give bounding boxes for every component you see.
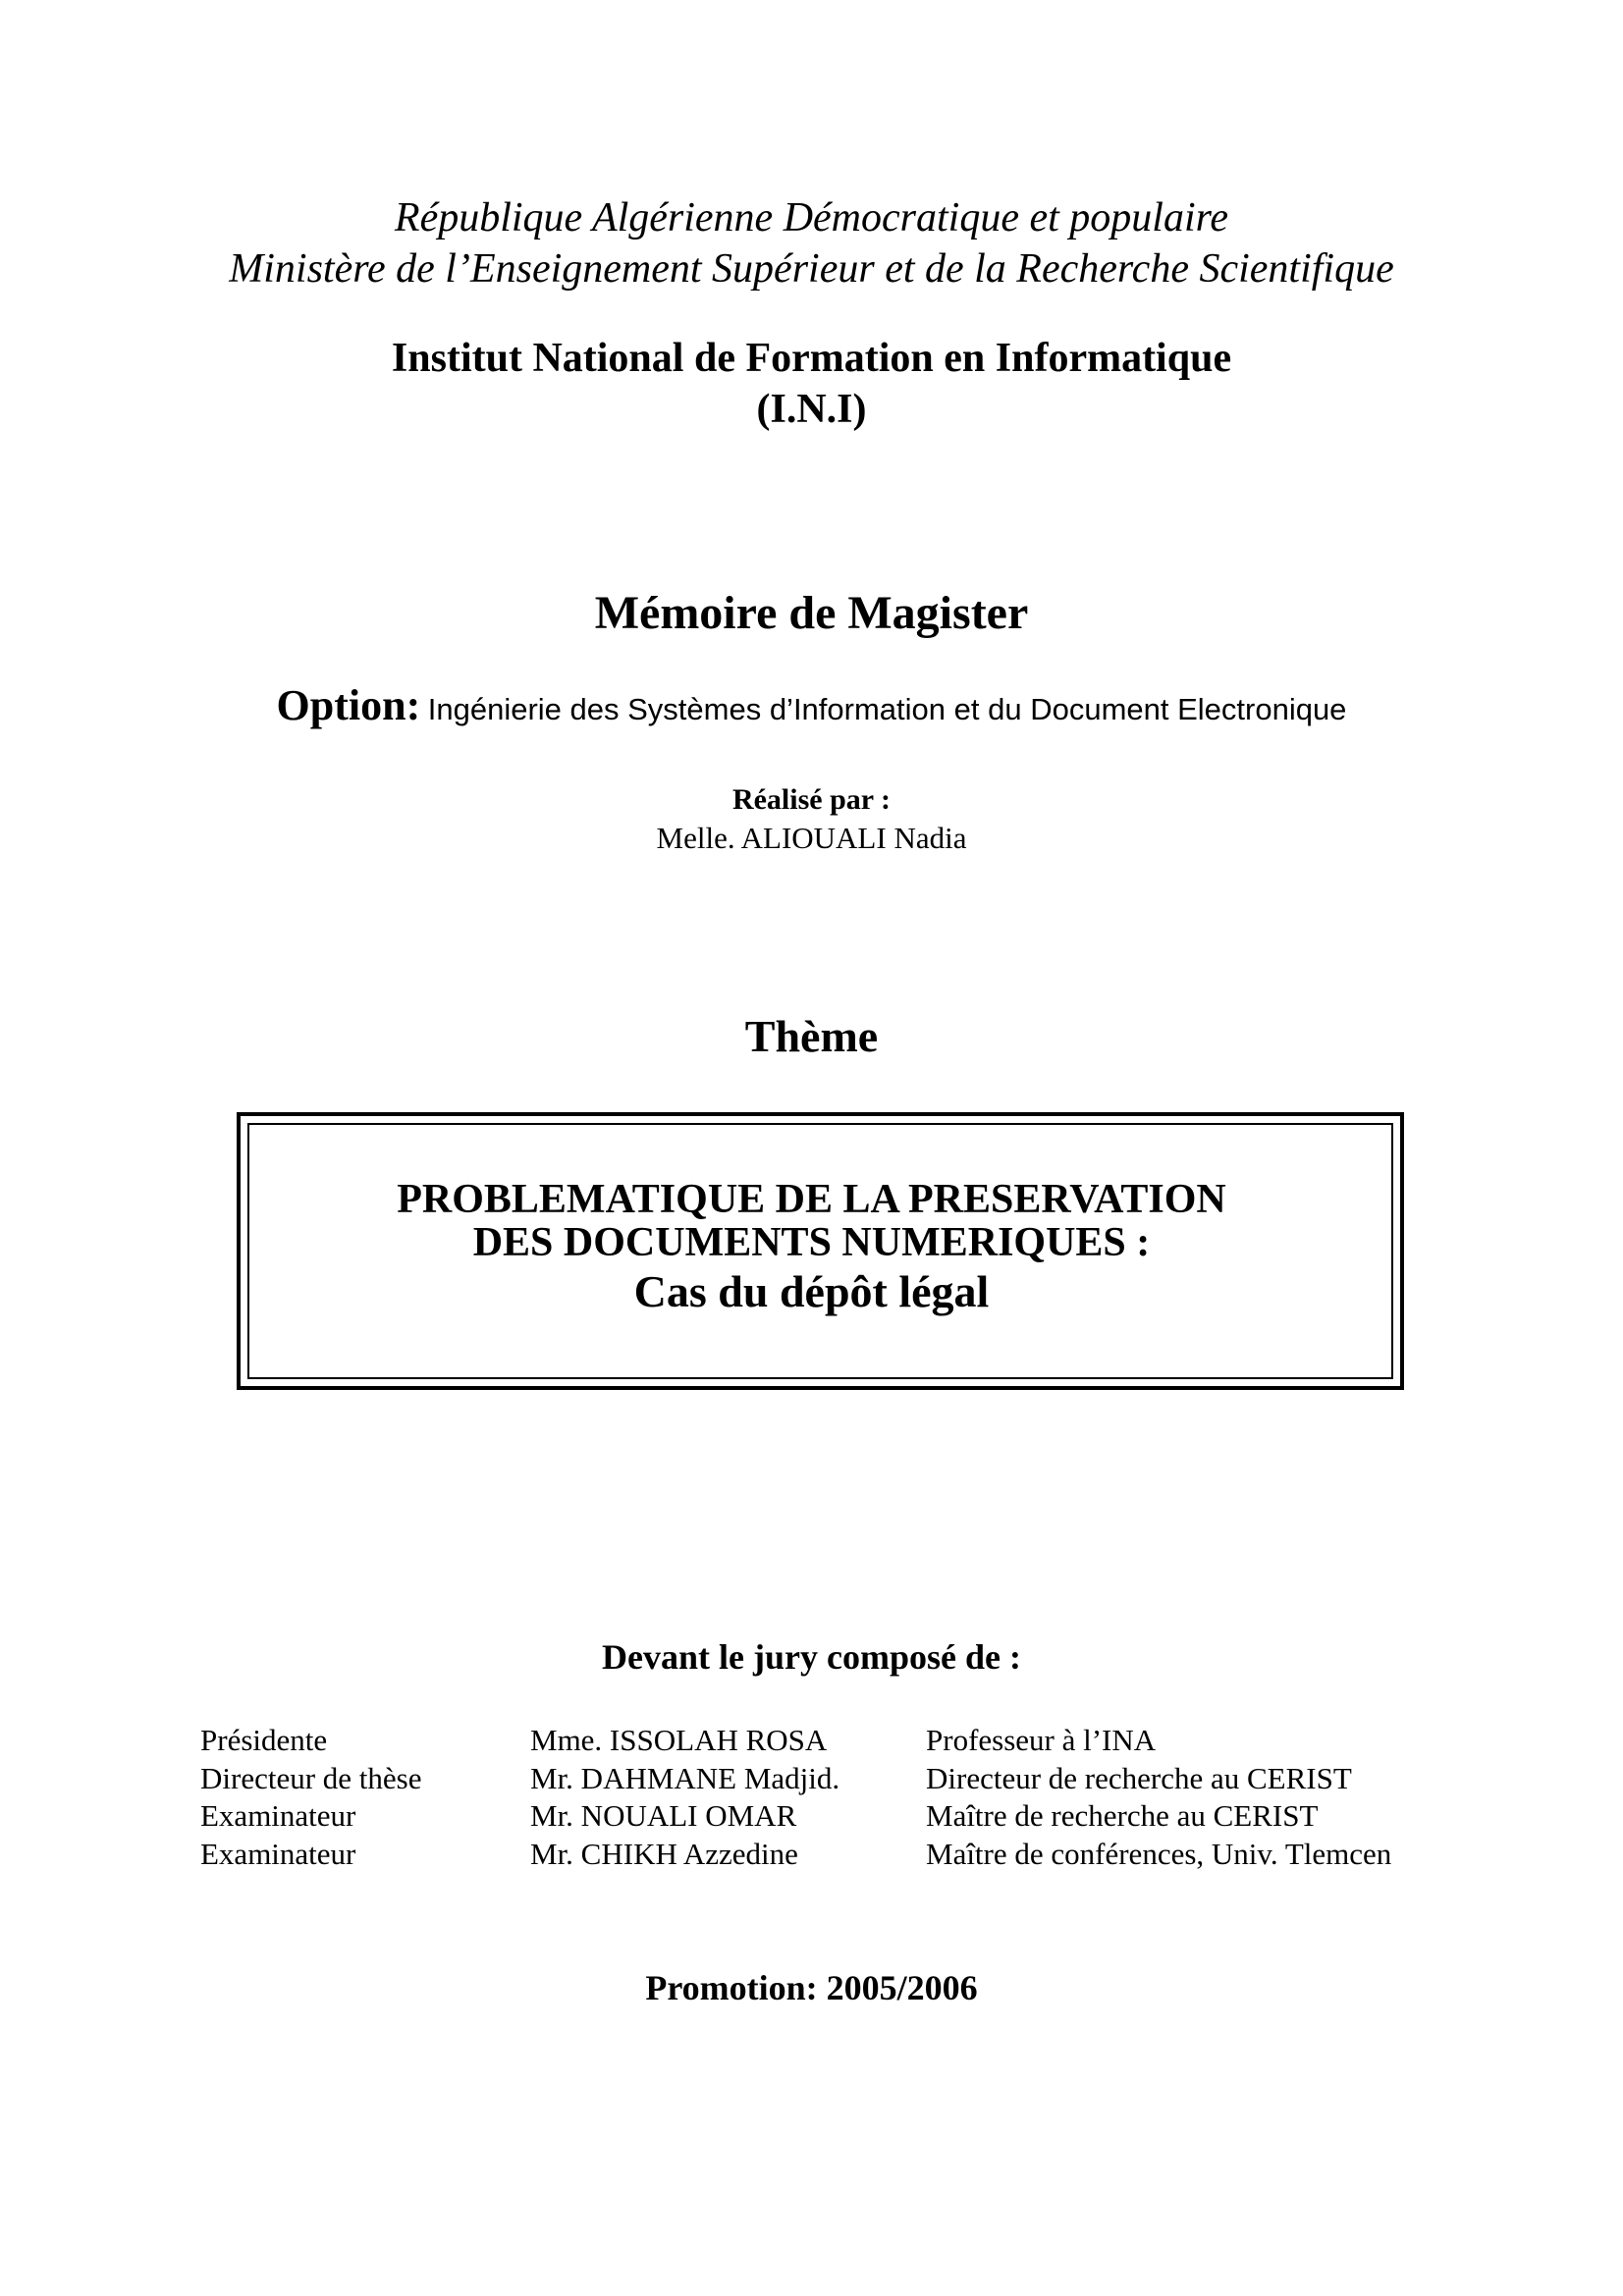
jury-name: Mr. NOUALI OMAR xyxy=(530,1798,797,1833)
jury-row xyxy=(0,1722,1623,1760)
jury-name: Mr. DAHMANE Madjid. xyxy=(530,1760,840,1795)
jury-row xyxy=(0,1836,1623,1874)
author-name: Melle. ALIOUALI Nadia xyxy=(656,821,967,855)
institute-name: Institut National de Formation en Informatique xyxy=(391,336,1232,381)
option-line xyxy=(0,683,1623,733)
title-line-2: DES DOCUMENTS NUMERIQUES : xyxy=(472,1220,1151,1265)
institute-acronym: (I.N.I) xyxy=(756,387,867,432)
jury-role: Examinateur xyxy=(200,1836,356,1871)
jury-desc: Maître de conférences, Univ. Tlemcen xyxy=(926,1836,1392,1871)
title-line-1: PROBLEMATIQUE DE LA PRESERVATION xyxy=(397,1177,1226,1222)
jury-desc: Professeur à l’INA xyxy=(926,1723,1157,1757)
theme-label: Thème xyxy=(744,1011,879,1061)
title-line-3: Cas du dépôt légal xyxy=(633,1266,990,1316)
jury-desc: Directeur de recherche au CERIST xyxy=(926,1760,1352,1795)
option-value: Ingénierie des Systèmes d’Information et du Document Electronique xyxy=(427,692,1347,726)
jury-title: Devant le jury composé de : xyxy=(602,1637,1021,1677)
promotion: Promotion: 2005/2006 xyxy=(645,1968,978,2007)
thesis-title xyxy=(0,1178,1623,1319)
header-ministry: Ministère de l’Enseignement Supérieur et de la Recherche Scientifique xyxy=(229,246,1394,292)
jury-row xyxy=(0,1760,1623,1798)
option-label: Option: xyxy=(276,681,421,729)
jury-role: Directeur de thèse xyxy=(200,1760,422,1795)
jury-desc: Maître de recherche au CERIST xyxy=(926,1798,1319,1833)
header-republic: République Algérienne Démocratique et populaire xyxy=(394,195,1229,240)
author-label: Réalisé par : xyxy=(731,783,892,816)
jury-name: Mme. ISSOLAH ROSA xyxy=(530,1723,828,1757)
thesis-type: Mémoire de Magister xyxy=(594,587,1029,639)
jury-name: Mr. CHIKH Azzedine xyxy=(530,1836,798,1871)
jury-role: Présidente xyxy=(200,1723,328,1757)
jury-row xyxy=(0,1797,1623,1836)
jury-role: Examinateur xyxy=(200,1798,356,1833)
jury-list xyxy=(0,1722,1623,1873)
